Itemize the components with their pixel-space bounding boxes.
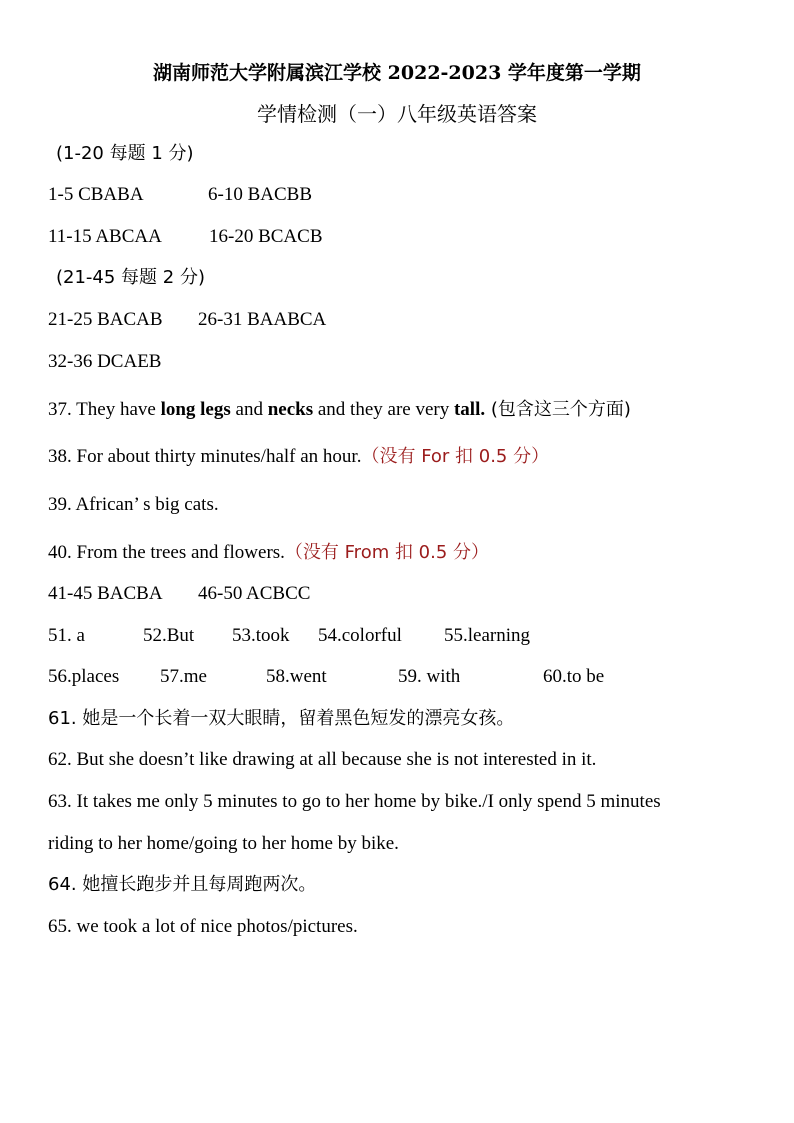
answer-group: 6-10 BACBB [208,184,312,205]
answer-item: 55.learning [444,625,531,646]
answer-item: 60.to be [543,666,605,687]
document-title: 湖南师范大学附属滨江学校 2022-2023 学年度第一学期 [153,62,641,84]
keyword: necks [267,399,314,420]
answer-text: and they are very [313,399,454,420]
answer-text: 40. From the trees and flowers. [48,542,285,563]
scoring-note: （没有 For 扣 0.5 分） [361,446,550,467]
answer-text: 37. They have [48,399,161,420]
answer-38 [48,445,549,469]
answer-row: 32-36 DCAEB [48,351,162,372]
answer-text: and [230,399,268,420]
answer-text: 38. For about thirty minutes/half an hour. [48,446,362,467]
answer-64: 64. 她擅长跑步并且每周跑两次。 [48,874,317,895]
answer-63-line-2: riding to her home/going to her home by bike. [48,833,399,854]
keyword: long legs [160,399,231,420]
answer-item: 57.me [160,666,207,687]
answer-63-line-1: 63. It takes me only 5 minutes to go to her home by bike./I only spend 5 minutes [48,791,661,812]
answer-item: 52.But [143,625,195,646]
answer-item: 54.colorful [318,625,402,646]
answer-40 [48,541,489,565]
scoring-note: （没有 From 扣 0.5 分） [284,542,490,563]
section-heading-2: (21-45 每题 2 分) [56,267,205,288]
keyword: tall. [453,399,486,420]
answer-item: 59. with [398,666,461,687]
answer-group: 11-15 ABCAA [48,226,162,247]
answer-item: 51. a [48,625,85,646]
scoring-note: (包含这三个方面) [485,399,631,420]
answer-group: 1-5 CBABA [48,184,144,205]
answer-37 [48,398,631,422]
answer-65: 65. we took a lot of nice photos/pictures. [48,916,358,937]
document-subtitle: 学情检测（一）八年级英语答案 [257,102,537,126]
answer-39: 39. African’ s big cats. [48,494,219,515]
answer-item: 58.went [266,666,327,687]
answer-group: 41-45 BACBA [48,583,163,604]
section-heading-1: (1-20 每题 1 分) [56,143,194,164]
answer-item: 56.places [48,666,120,687]
answer-group: 46-50 ACBCC [198,583,311,604]
answer-61: 61. 她是一个长着一双大眼睛，留着黑色短发的漂亮女孩。 [48,708,515,729]
answer-group: 16-20 BCACB [209,226,323,247]
answer-62: 62. But she doesn’t like drawing at all because she is not interested in it. [48,749,597,770]
answer-group: 21-25 BACAB [48,309,163,330]
answer-item: 53.took [232,625,290,646]
answer-group: 26-31 BAABCA [198,309,327,330]
